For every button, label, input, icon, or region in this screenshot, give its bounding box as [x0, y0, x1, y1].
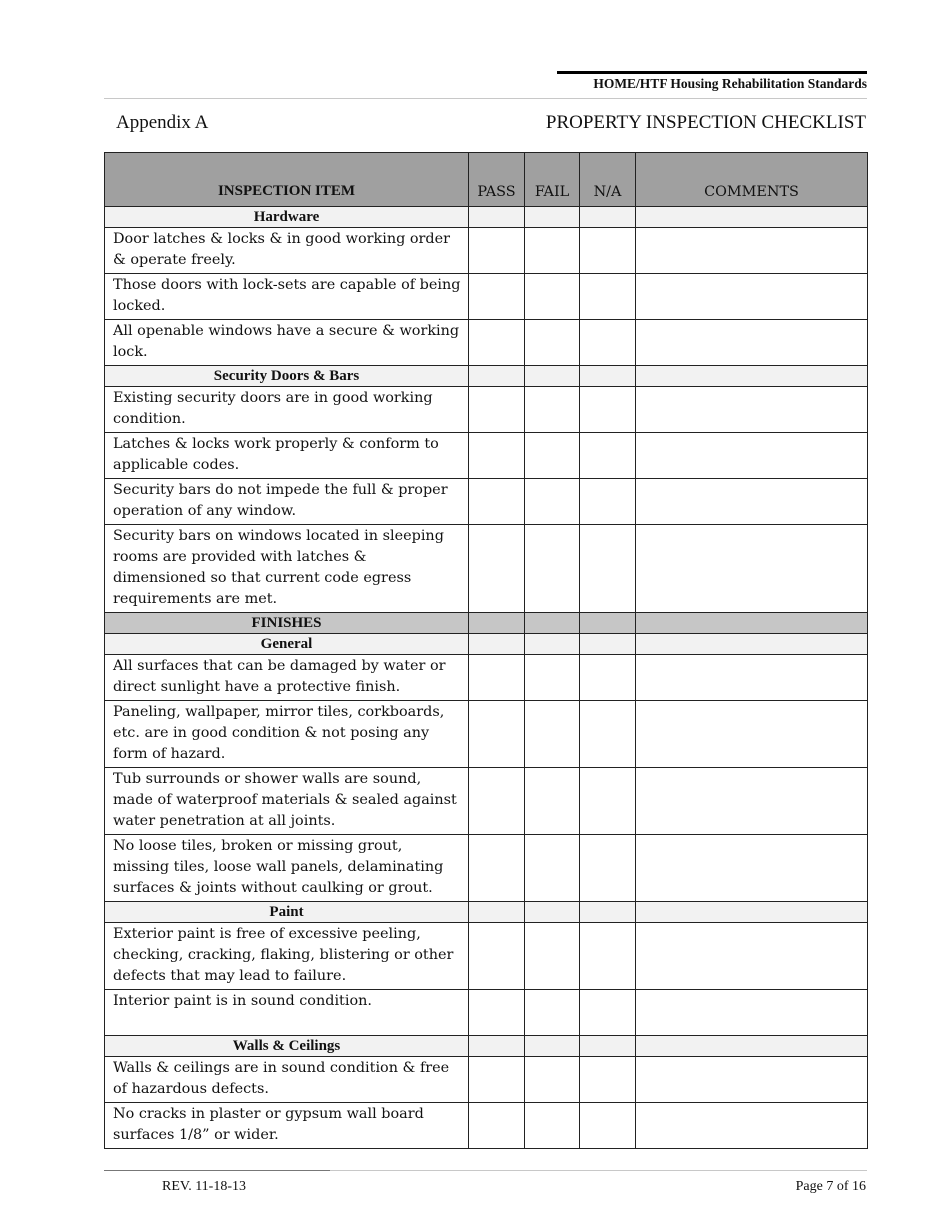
fail-cell[interactable] [525, 835, 580, 902]
column-header-inspection-item: INSPECTION ITEM [105, 153, 469, 207]
na-cell[interactable] [580, 1103, 636, 1149]
pass-cell[interactable] [469, 768, 525, 835]
na-cell[interactable] [580, 835, 636, 902]
category-label: FINISHES [105, 613, 469, 634]
na-cell [580, 613, 636, 634]
header-divider [104, 98, 867, 99]
na-cell [580, 902, 636, 923]
section-label: General [105, 634, 469, 655]
fail-cell[interactable] [525, 768, 580, 835]
na-cell[interactable] [580, 655, 636, 701]
fail-cell[interactable] [525, 387, 580, 433]
fail-cell [525, 634, 580, 655]
comments-cell[interactable] [636, 768, 868, 835]
fail-cell [525, 613, 580, 634]
inspection-item-text: Those doors with lock-sets are capable of being locked. [105, 274, 469, 320]
section-row [105, 634, 868, 655]
pass-cell[interactable] [469, 479, 525, 525]
na-cell[interactable] [580, 274, 636, 320]
comments-cell [636, 634, 868, 655]
fail-cell[interactable] [525, 923, 580, 990]
revision-label: REV. 11-18-13 [162, 1179, 246, 1194]
section-label: Hardware [105, 207, 469, 228]
inspection-item-text: No cracks in plaster or gypsum wall board surfaces 1/8” or wider. [105, 1103, 469, 1149]
fail-cell[interactable] [525, 320, 580, 366]
appendix-label: Appendix A [116, 112, 209, 133]
column-header-pass: PASS [469, 153, 525, 207]
pass-cell[interactable] [469, 274, 525, 320]
fail-cell[interactable] [525, 525, 580, 613]
comments-cell[interactable] [636, 655, 868, 701]
page-title: PROPERTY INSPECTION CHECKLIST [545, 112, 866, 133]
comments-cell[interactable] [636, 320, 868, 366]
inspection-checklist-table [104, 152, 868, 1149]
footer-rule [104, 1170, 330, 1171]
pass-cell[interactable] [469, 701, 525, 768]
comments-cell [636, 1036, 868, 1057]
comments-cell[interactable] [636, 1057, 868, 1103]
section-row [105, 207, 868, 228]
pass-cell[interactable] [469, 1103, 525, 1149]
inspection-item-text: Tub surrounds or shower walls are sound, made of waterproof materials & sealed against water penetration at all joints. [105, 768, 469, 835]
table-row [105, 990, 868, 1036]
header-rule [557, 71, 867, 74]
table-row [105, 228, 868, 274]
comments-cell[interactable] [636, 923, 868, 990]
table-row [105, 835, 868, 902]
section-row [105, 1036, 868, 1057]
column-header-na: N/A [580, 153, 636, 207]
table-row [105, 433, 868, 479]
na-cell[interactable] [580, 525, 636, 613]
inspection-item-text: Latches & locks work properly & conform to applicable codes. [105, 433, 469, 479]
table-row [105, 1057, 868, 1103]
na-cell[interactable] [580, 990, 636, 1036]
pass-cell [469, 634, 525, 655]
pass-cell[interactable] [469, 923, 525, 990]
comments-cell [636, 902, 868, 923]
table-row [105, 1103, 868, 1149]
comments-cell [636, 366, 868, 387]
na-cell[interactable] [580, 701, 636, 768]
comments-cell[interactable] [636, 228, 868, 274]
table-row [105, 387, 868, 433]
comments-cell[interactable] [636, 525, 868, 613]
fail-cell[interactable] [525, 655, 580, 701]
section-label: Walls & Ceilings [105, 1036, 469, 1057]
table-row [105, 479, 868, 525]
table-row [105, 768, 868, 835]
pass-cell [469, 902, 525, 923]
comments-cell[interactable] [636, 433, 868, 479]
na-cell[interactable] [580, 479, 636, 525]
comments-cell[interactable] [636, 387, 868, 433]
section-label: Security Doors & Bars [105, 366, 469, 387]
comments-cell[interactable] [636, 1103, 868, 1149]
fail-cell[interactable] [525, 1103, 580, 1149]
fail-cell [525, 1036, 580, 1057]
na-cell[interactable] [580, 387, 636, 433]
fail-cell[interactable] [525, 990, 580, 1036]
na-cell[interactable] [580, 768, 636, 835]
comments-cell[interactable] [636, 835, 868, 902]
section-row [105, 902, 868, 923]
column-header-comments: COMMENTS [636, 153, 868, 207]
na-cell [580, 366, 636, 387]
na-cell [580, 207, 636, 228]
comments-cell[interactable] [636, 274, 868, 320]
inspection-item-text: Door latches & locks & in good working order & operate freely. [105, 228, 469, 274]
inspection-item-text: All surfaces that can be damaged by water or direct sunlight have a protective finish. [105, 655, 469, 701]
inspection-item-text: All openable windows have a secure & working lock. [105, 320, 469, 366]
comments-cell[interactable] [636, 479, 868, 525]
pass-cell[interactable] [469, 387, 525, 433]
section-label: Paint [105, 902, 469, 923]
table-row [105, 923, 868, 990]
pass-cell[interactable] [469, 433, 525, 479]
fail-cell [525, 902, 580, 923]
pass-cell[interactable] [469, 525, 525, 613]
section-row [105, 366, 868, 387]
pass-cell [469, 366, 525, 387]
footer-divider [330, 1170, 867, 1171]
na-cell[interactable] [580, 320, 636, 366]
inspection-item-text: Security bars do not impede the full & proper operation of any window. [105, 479, 469, 525]
comments-cell[interactable] [636, 701, 868, 768]
fail-cell [525, 207, 580, 228]
pass-cell[interactable] [469, 320, 525, 366]
na-cell[interactable] [580, 923, 636, 990]
na-cell[interactable] [580, 228, 636, 274]
pass-cell[interactable] [469, 835, 525, 902]
pass-cell [469, 613, 525, 634]
inspection-item-text: Interior paint is in sound condition. [105, 990, 469, 1036]
document-series-title: HOME/HTF Housing Rehabilitation Standards [593, 76, 867, 91]
comments-cell[interactable] [636, 990, 868, 1036]
inspection-item-text: Existing security doors are in good working condition. [105, 387, 469, 433]
na-cell [580, 634, 636, 655]
table-header-row [105, 153, 868, 207]
fail-cell[interactable] [525, 701, 580, 768]
table-row [105, 525, 868, 613]
pass-cell[interactable] [469, 1057, 525, 1103]
column-header-fail: FAIL [525, 153, 580, 207]
fail-cell[interactable] [525, 228, 580, 274]
na-cell[interactable] [580, 433, 636, 479]
category-row [105, 613, 868, 634]
table-row [105, 701, 868, 768]
fail-cell[interactable] [525, 1057, 580, 1103]
pass-cell[interactable] [469, 228, 525, 274]
na-cell[interactable] [580, 1057, 636, 1103]
pass-cell [469, 207, 525, 228]
comments-cell [636, 207, 868, 228]
inspection-item-text: Walls & ceilings are in sound condition & free of hazardous defects. [105, 1057, 469, 1103]
fail-cell[interactable] [525, 433, 580, 479]
table-row [105, 274, 868, 320]
inspection-item-text: Paneling, wallpaper, mirror tiles, corkboards, etc. are in good condition & not posing any form of hazard. [105, 701, 469, 768]
pass-cell [469, 1036, 525, 1057]
na-cell [580, 1036, 636, 1057]
table-row [105, 320, 868, 366]
fail-cell[interactable] [525, 479, 580, 525]
pass-cell[interactable] [469, 655, 525, 701]
fail-cell[interactable] [525, 274, 580, 320]
inspection-item-text: Security bars on windows located in sleeping rooms are provided with latches & dimensioned so that current code egress requirements are met. [105, 525, 469, 613]
pass-cell[interactable] [469, 990, 525, 1036]
inspection-item-text: No loose tiles, broken or missing grout, missing tiles, loose wall panels, delaminating surfaces & joints without caulking or grout. [105, 835, 469, 902]
inspection-item-text: Exterior paint is free of excessive peeling, checking, cracking, flaking, blistering or other defects that may lead to failure. [105, 923, 469, 990]
fail-cell [525, 366, 580, 387]
page-number: Page 7 of 16 [795, 1179, 866, 1194]
comments-cell [636, 613, 868, 634]
table-row [105, 655, 868, 701]
